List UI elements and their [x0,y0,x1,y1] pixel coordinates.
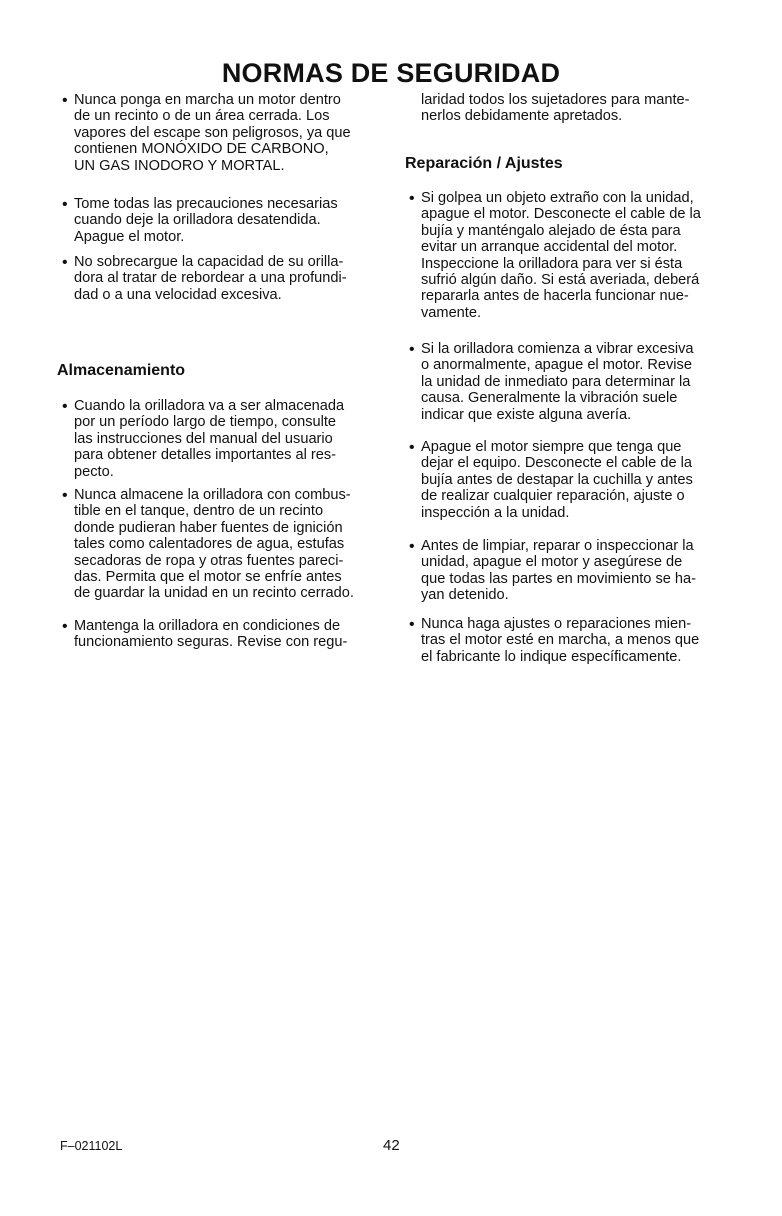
list-item [409,538,697,604]
bullet: • [409,538,415,555]
bullet: • [62,398,68,415]
list-item [62,196,338,245]
list-item-text: Cuando la orilladora va a ser almacenada por un período largo de tiempo, consulte las instrucciones del manual del usuario para obtener detalles importantes al res- pecto. [74,398,345,480]
list-item [62,254,347,303]
continued-text: laridad todos los sujetadores para mante- nerlos debidamente apretados. [421,92,690,125]
bullet: • [62,487,68,504]
list-item-text: Tome todas las precauciones necesarias cuando deje la orilladora desatendida. Apague el motor. [74,196,338,245]
list-item [409,616,700,665]
list-item-text: Nunca ponga en marcha un motor dentro de un recinto o de un área cerrada. Los vapores del escape son peligrosos, ya que contienen MONÓXIDO DE CARBONO, UN GAS INODORO Y MORTAL. [74,92,351,174]
bullet: • [409,190,415,207]
bullet: • [409,341,415,358]
list-item [409,190,701,321]
list-item-text: Nunca almacene la orilladora con combus- tible en el tanque, dentro de un recinto donde pudieran haber fuentes de ignición tales como calentadores de agua, estufas secadoras de ropa y otras fuentes pareci- das. Permita que el motor se enfríe antes de guardar la unidad en un recinto cerrado. [74,487,354,602]
list-item-text: Apague el motor siempre que tenga que dejar el equipo. Desconecte el cable de la bujía antes de destapar la cuchilla y antes de realizar cualquier reparación, ajuste o inspección a la unidad. [421,439,693,521]
list-item [409,341,694,423]
list-item-text: No sobrecargue la capacidad de su orilla- dora al tratar de rebordear a una profundi- dad o a una velocidad excesiva. [74,254,347,303]
section-heading-repair: Reparación / Ajustes [405,155,563,172]
bullet: • [62,618,68,635]
list-item [62,487,354,602]
bullet: • [62,196,68,213]
list-item-text: Antes de limpiar, reparar o inspeccionar la unidad, apague el motor y asegúrese de que todas las partes en movimiento se ha- yan detenido. [421,538,697,604]
list-item-text: Si la orilladora comienza a vibrar excesiva o anormalmente, apague el motor. Revise la unidad de inmediato para determinar la causa. Generalmente la vibración suele indicar que existe alguna avería. [421,341,694,423]
bullet: • [62,254,68,271]
list-item [62,398,345,480]
bullet: • [409,439,415,456]
list-item-text: Nunca haga ajustes o reparaciones mien- tras el motor esté en marcha, a menos que el fabricante lo indique específicamente. [421,616,700,665]
list-item [62,618,348,651]
list-item [62,92,351,174]
bullet: • [62,92,68,109]
section-heading-storage: Almacenamiento [57,362,186,379]
list-item-text: Mantenga la orilladora en condiciones de funcionamiento seguras. Revise con regu- [74,618,348,651]
list-item [409,439,693,521]
bullet: • [409,616,415,633]
page-title: NORMAS DE SEGURIDAD [221,58,561,88]
list-item-text: Si golpea un objeto extraño con la unidad, apague el motor. Desconecte el cable de la bujía y manténgalo alejado de ésta para evitar un arranque accidental del motor. Inspeccione la orilladora para ver si ésta sufrió algún daño. Si está averiada, deberá repararla antes de hacerla funcionar nue- vamente. [421,190,701,321]
document-code: F–021102L [60,1139,123,1153]
page-number: 42 [383,1137,400,1154]
